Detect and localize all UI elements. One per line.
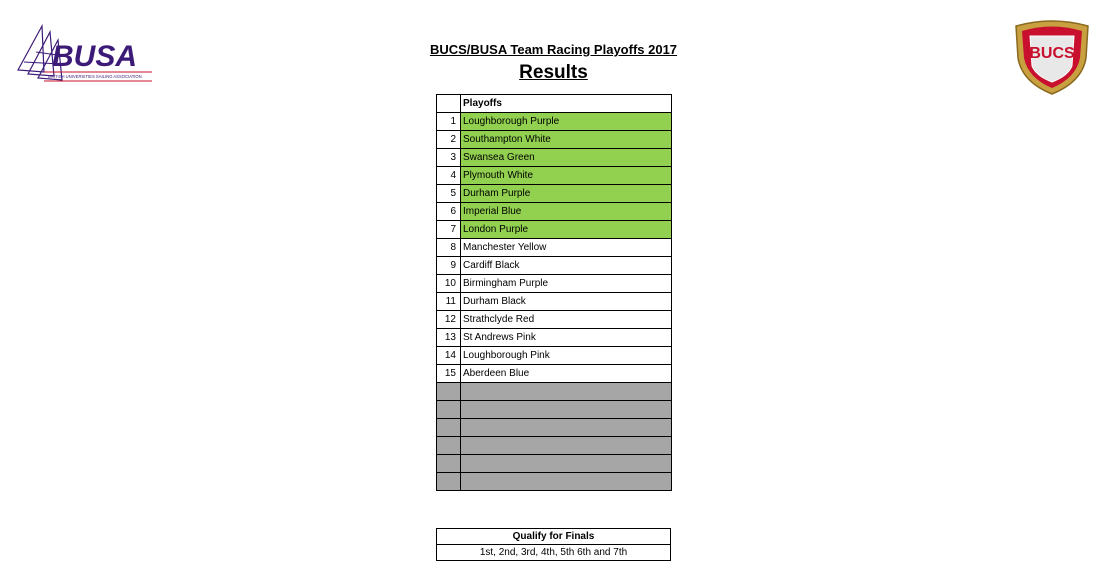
team-cell: Birmingham Purple xyxy=(461,275,672,293)
header-playoffs-cell: Playoffs xyxy=(461,95,672,113)
team-cell: Loughborough Pink xyxy=(461,347,672,365)
empty-position-cell xyxy=(437,383,461,401)
busa-logo-tagline: BRITISH UNIVERSITIES SAILING ASSOCIATION xyxy=(48,74,142,79)
table-row xyxy=(437,149,672,167)
team-cell: Strathclyde Red xyxy=(461,311,672,329)
empty-team-cell xyxy=(461,383,672,401)
position-cell: 3 xyxy=(437,149,461,167)
empty-team-cell xyxy=(461,473,672,491)
table-row xyxy=(437,293,672,311)
position-cell: 10 xyxy=(437,275,461,293)
table-row xyxy=(437,275,672,293)
empty-position-cell xyxy=(437,455,461,473)
position-cell: 11 xyxy=(437,293,461,311)
qualify-text-row xyxy=(437,545,671,561)
position-cell: 13 xyxy=(437,329,461,347)
team-cell: Imperial Blue xyxy=(461,203,672,221)
page-title-text: BUCS/BUSA Team Racing Playoffs 2017 xyxy=(429,42,678,57)
empty-row xyxy=(437,437,672,455)
page-subtitle: Results xyxy=(519,62,588,83)
bucs-shield-logo-icon xyxy=(1012,18,1092,96)
busa-logo-text: BUSA xyxy=(52,40,138,73)
position-cell: 14 xyxy=(437,347,461,365)
header-pos-cell xyxy=(437,95,461,113)
position-cell: 5 xyxy=(437,185,461,203)
qualify-box xyxy=(436,528,671,561)
position-cell: 15 xyxy=(437,365,461,383)
empty-row xyxy=(437,455,672,473)
team-cell: Cardiff Black xyxy=(461,257,672,275)
empty-team-cell xyxy=(461,401,672,419)
empty-position-cell xyxy=(437,473,461,491)
position-cell: 7 xyxy=(437,221,461,239)
position-cell: 2 xyxy=(437,131,461,149)
team-cell: Loughborough Purple xyxy=(461,113,672,131)
table-row xyxy=(437,239,672,257)
empty-team-cell xyxy=(461,455,672,473)
table-row xyxy=(437,185,672,203)
table-row xyxy=(437,347,672,365)
position-cell: 12 xyxy=(437,311,461,329)
table-row xyxy=(437,257,672,275)
team-cell: Aberdeen Blue xyxy=(461,365,672,383)
table-row xyxy=(437,329,672,347)
qualify-header-row xyxy=(437,529,671,545)
qualify-text: 1st, 2nd, 3rd, 4th, 5th 6th and 7th xyxy=(437,545,671,561)
empty-row xyxy=(437,383,672,401)
empty-position-cell xyxy=(437,437,461,455)
empty-row xyxy=(437,401,672,419)
empty-team-cell xyxy=(461,419,672,437)
table-row xyxy=(437,113,672,131)
empty-row xyxy=(437,473,672,491)
table-row xyxy=(437,221,672,239)
position-cell: 4 xyxy=(437,167,461,185)
table-row xyxy=(437,167,672,185)
table-row xyxy=(437,131,672,149)
empty-position-cell xyxy=(437,419,461,437)
team-cell: St Andrews Pink xyxy=(461,329,672,347)
team-cell: Plymouth White xyxy=(461,167,672,185)
table-header-row xyxy=(437,95,672,113)
position-cell: 1 xyxy=(437,113,461,131)
empty-team-cell xyxy=(461,437,672,455)
team-cell: Durham Purple xyxy=(461,185,672,203)
results-table xyxy=(436,94,672,491)
qualify-title: Qualify for Finals xyxy=(437,529,671,545)
table-row xyxy=(437,365,672,383)
empty-position-cell xyxy=(437,401,461,419)
page-title xyxy=(0,42,1107,57)
table-row xyxy=(437,311,672,329)
team-cell: Southampton White xyxy=(461,131,672,149)
bucs-logo-text: BUCS xyxy=(1029,45,1075,62)
position-cell: 8 xyxy=(437,239,461,257)
table-row xyxy=(437,203,672,221)
team-cell: Durham Black xyxy=(461,293,672,311)
team-cell: Manchester Yellow xyxy=(461,239,672,257)
team-cell: London Purple xyxy=(461,221,672,239)
empty-row xyxy=(437,419,672,437)
position-cell: 9 xyxy=(437,257,461,275)
team-cell: Swansea Green xyxy=(461,149,672,167)
position-cell: 6 xyxy=(437,203,461,221)
